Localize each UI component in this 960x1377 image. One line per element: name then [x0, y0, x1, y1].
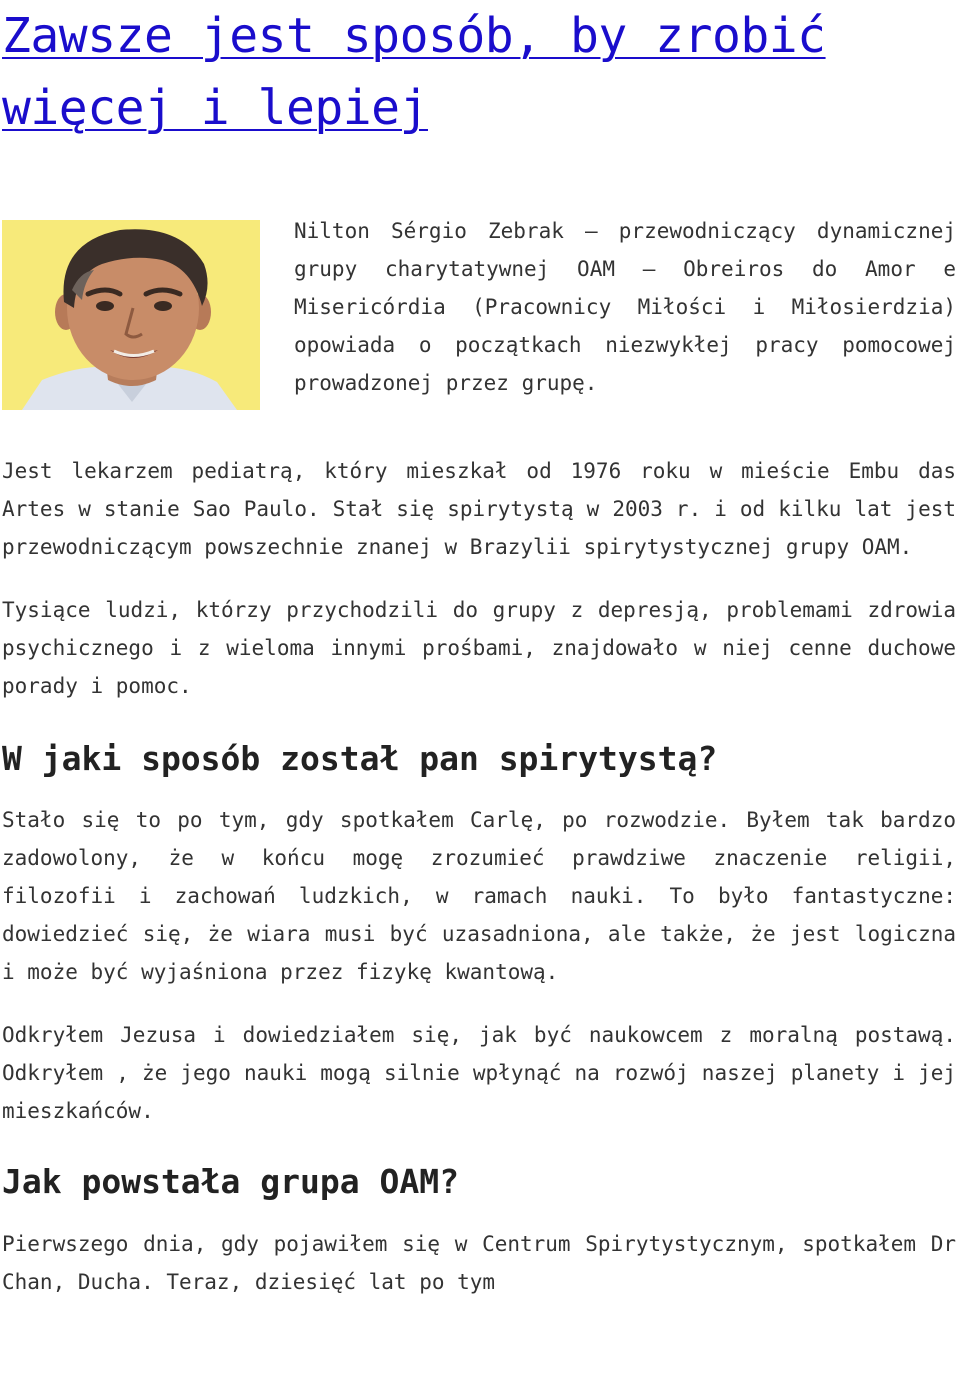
paragraph: Odkryłem Jezusa i dowiedziałem się, jak być naukowcem z moralną postawą. Odkryłem , że jego nauki mogą silnie wpłynąć na rozwój naszej planety i jej mieszkańców.: [2, 1023, 956, 1123]
paragraph: Pierwszego dnia, gdy pojawiłem się w Centrum Spirytystycznym, spotkałem Dr Chan, Ducha. Teraz, dziesięć lat po tym: [2, 1232, 956, 1294]
author-portrait: [2, 220, 260, 410]
article-title-link[interactable]: Zawsze jest sposób, by zrobić więcej i lepiej: [2, 8, 826, 136]
paragraph: Jest lekarzem pediatrą, który mieszkał od 1976 roku w mieście Embu das Artes w stanie Sao Paulo. Stał się spirytystą w 2003 r. i od kilku lat jest przewodniczącym powszechnie znanej w Brazylii spirytystycznej grupy OAM.: [2, 459, 956, 559]
paragraph: Tysiące ludzi, którzy przychodzili do grupy z depresją, problemami zdrowia psychicznego i z wieloma innymi prośbami, znajdowało w niej cenne duchowe porady i pomoc.: [2, 598, 956, 698]
intro-paragraph: Nilton Sérgio Zebrak – przewodniczący dynamicznej grupy charytatywnej OAM – Obreiros do Amor e Misericórdia (Pracownicy Miłości i Miłosierdzia) opowiada o początkach niezwykłej pracy pomocowej prowadzonej przez grupę.: [294, 219, 956, 395]
paragraph: Stało się to po tym, gdy spotkałem Carlę, po rozwodzie. Byłem tak bardzo zadowolony, że w końcu mogę zrozumieć prawdziwe znaczenie religii, filozofii i zachowań ludzkich, w ramach nauki. To było fantastyczne: dowiedzieć się, że wiara musi być uzasadniona, ale także, że jest logiczna i może być wyjaśniona przez fizykę kwantową.: [2, 808, 956, 984]
portrait-image: [2, 220, 260, 410]
section-heading-spiritist: W jaki sposób został pan spirytystą?: [2, 739, 718, 778]
article: [2, 0, 956, 1301]
intro-section: [2, 220, 956, 452]
section-heading-oam: Jak powstała grupa OAM?: [2, 1162, 459, 1201]
